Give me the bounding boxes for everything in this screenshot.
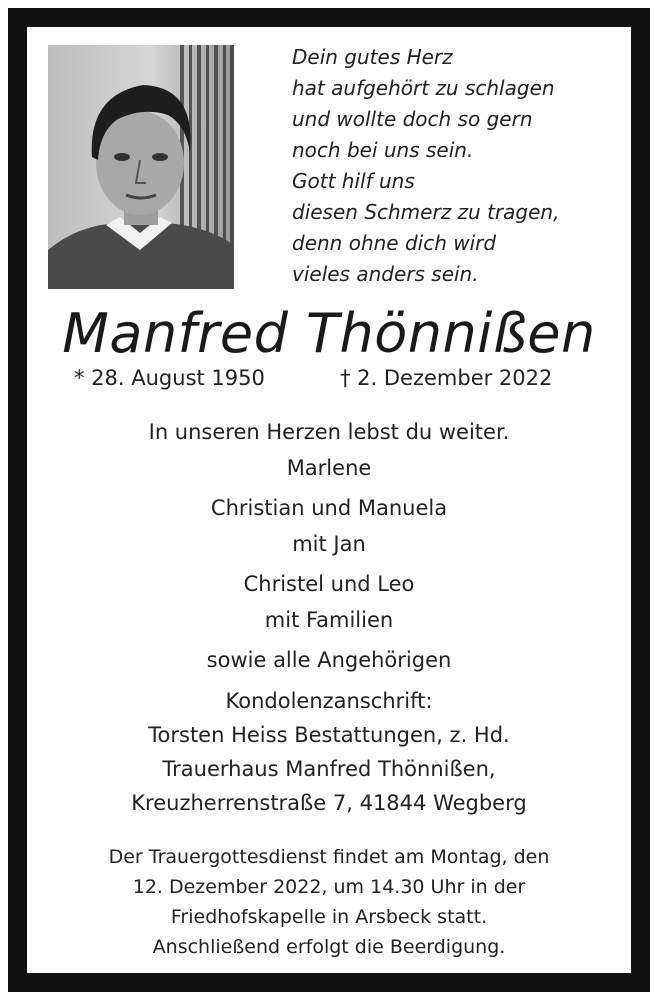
mourner-name: mit Jan xyxy=(292,532,366,556)
poem-line: hat aufgehört zu schlagen xyxy=(292,76,555,100)
death-date: † 2. Dezember 2022 xyxy=(340,366,553,390)
service-line: Friedhofskapelle in Arsbeck statt. xyxy=(170,906,488,928)
portrait-photo xyxy=(48,45,234,289)
address-line: Kreuzherrenstraße 7, 41844 Wegberg xyxy=(131,791,527,815)
mourner-name: sowie alle Angehörigen xyxy=(206,648,452,672)
service-info xyxy=(0,842,658,962)
mourner-name: mit Familien xyxy=(264,608,394,632)
mourner-name: Christian und Manuela xyxy=(210,496,448,520)
birth-date: * 28. August 1950 xyxy=(74,366,265,390)
mourners xyxy=(0,414,658,678)
poem-line: diesen Schmerz zu tragen, xyxy=(292,200,560,224)
address-label: Kondolenzanschrift: xyxy=(225,689,433,713)
motto: In unseren Herzen lebst du weiter. xyxy=(148,420,510,444)
address-line: Trauerhaus Manfred Thönnißen, xyxy=(162,757,496,781)
service-line: 12. Dezember 2022, um 14.30 Uhr in der xyxy=(132,876,526,898)
condolence-address xyxy=(0,684,658,820)
mourner-name: Marlene xyxy=(286,456,372,480)
address-line: Torsten Heiss Bestattungen, z. Hd. xyxy=(148,723,510,747)
poem-line: Gott hilf uns xyxy=(292,169,415,193)
mourner-name: Christel und Leo xyxy=(243,572,415,596)
poem-line: und wollte doch so gern xyxy=(292,107,533,131)
portrait-icon xyxy=(48,45,234,289)
poem-line: denn ohne dich wird xyxy=(292,231,497,255)
service-line: Der Trauergottesdienst findet am Montag, den xyxy=(108,846,550,868)
poem-line: Dein gutes Herz xyxy=(292,45,453,69)
deceased-name: Manfred Thönnißen xyxy=(62,302,596,365)
poem-line: noch bei uns sein. xyxy=(292,138,474,162)
service-line: Anschließend erfolgt die Beerdigung. xyxy=(152,936,506,958)
poem xyxy=(292,42,612,290)
poem-line: vieles anders sein. xyxy=(292,262,479,286)
